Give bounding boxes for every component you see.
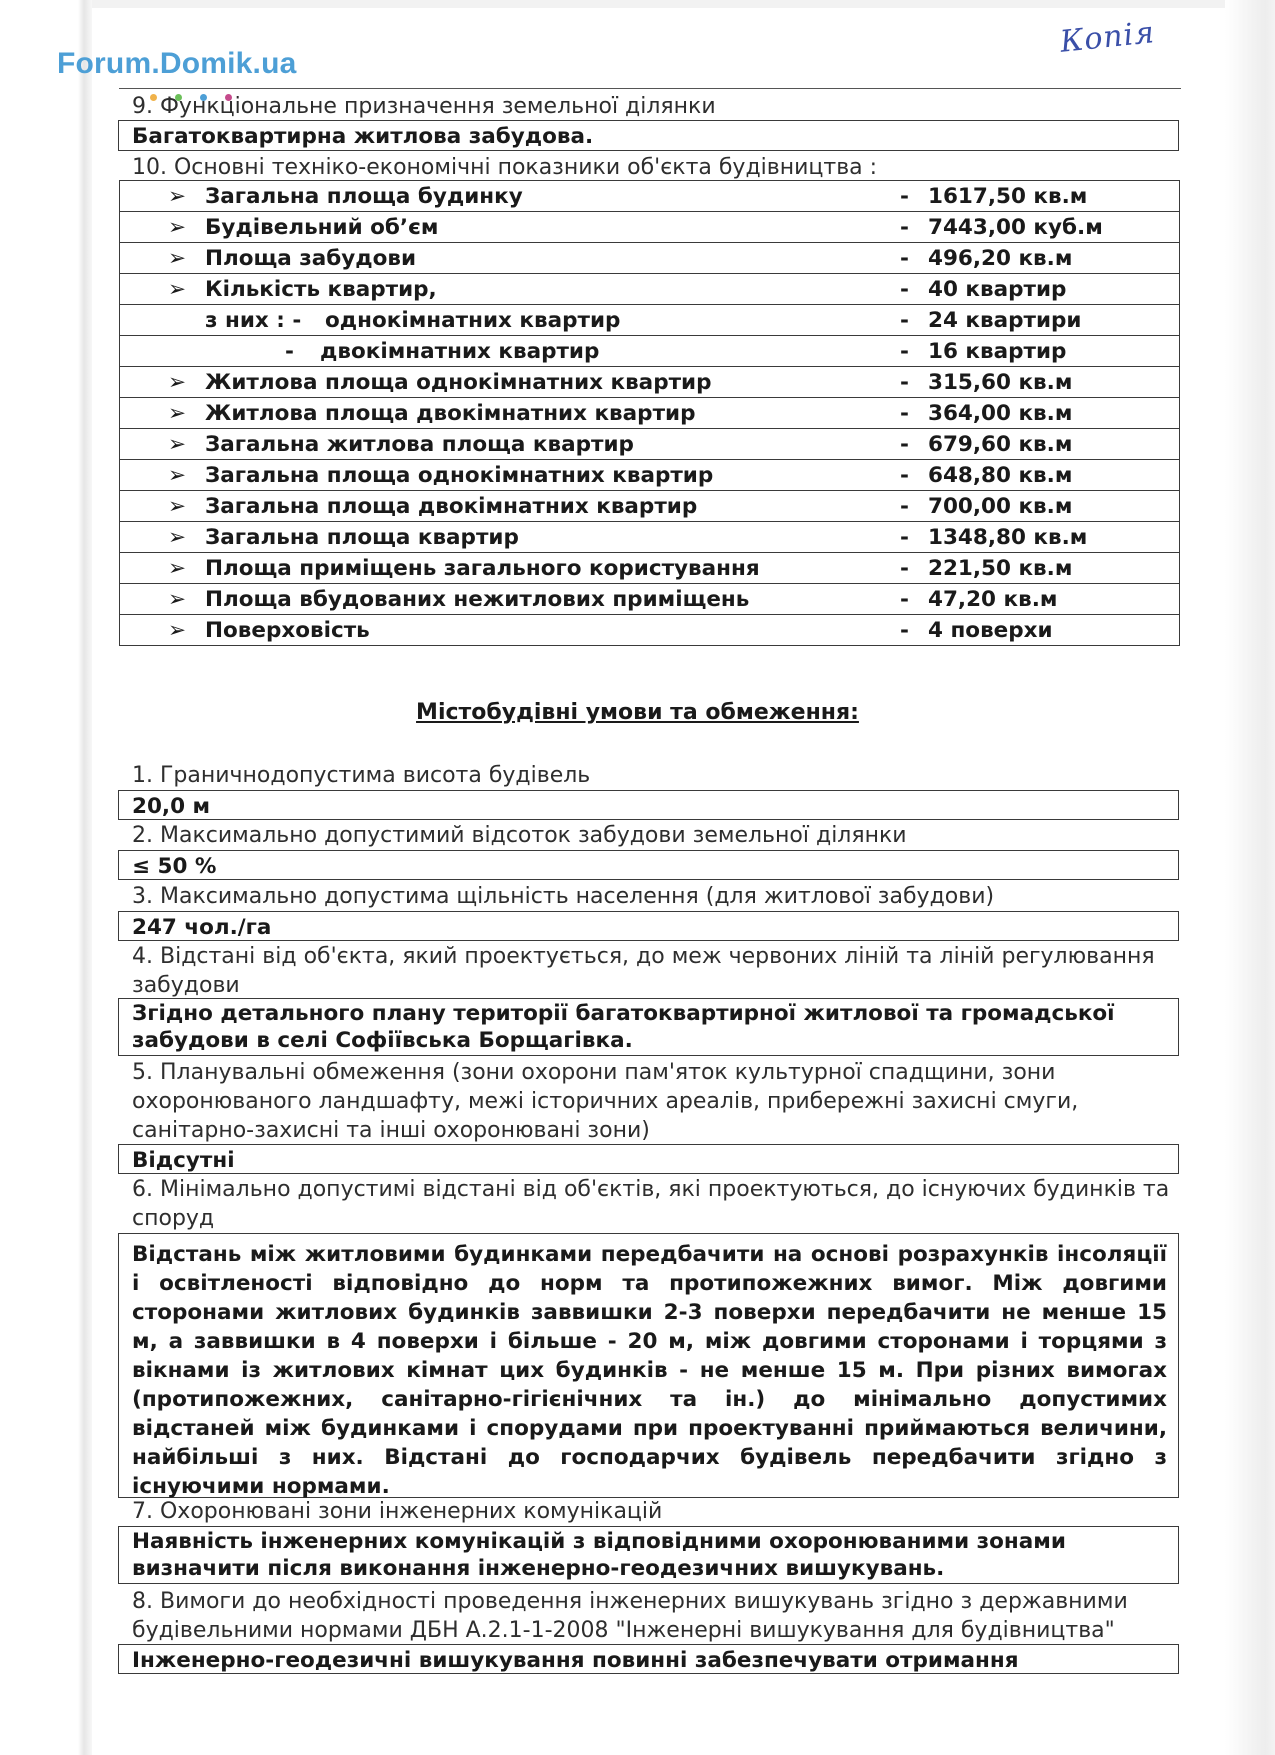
item5-label-line2: охоронюваного ландшафту, межі історичних ареалів, прибережні захисні смуги, — [132, 1089, 1079, 1114]
indicator-dash: - — [900, 184, 909, 209]
indicator-value: 47,20 кв.м — [928, 587, 1058, 612]
item5-value-box — [118, 1144, 1179, 1174]
indicator-name: Загальна площа квартир — [205, 525, 519, 550]
section10-label: 10. Основні техніко-економічні показники об'єкта будівництва : — [132, 155, 878, 180]
indicator-row — [119, 212, 1180, 243]
indicator-name: Загальна житлова площа квартир — [205, 432, 634, 457]
item8-label-line2: будівельними нормами ДБН А.2.1-1-2008 "Інженерні вишукування для будівництва" — [132, 1618, 1115, 1643]
item1-value: 20,0 м — [132, 794, 211, 819]
indicator-dash: - — [900, 401, 909, 426]
indicator-dash: - — [900, 587, 909, 612]
indicator-row — [119, 398, 1180, 429]
indicator-value: 7443,00 куб.м — [928, 215, 1103, 240]
arrow-bullet-icon: ➢ — [168, 401, 187, 426]
item5-label-line3: санітарно-захисні та інші охоронювані зони) — [132, 1118, 650, 1143]
indicator-name: Площа приміщень загального користування — [205, 556, 760, 581]
indicator-name: Житлова площа однокімнатних квартир — [205, 370, 712, 395]
item6-value-box — [118, 1233, 1179, 1498]
item4-value-line2: забудови в селі Софіївська Борщагівка. — [132, 1028, 633, 1053]
indicator-value: 496,20 кв.м — [928, 246, 1073, 271]
indicator-dash: - — [900, 339, 909, 364]
indicator-row — [119, 274, 1180, 305]
item3-value: 247 чол./га — [132, 915, 272, 940]
arrow-bullet-icon: ➢ — [168, 587, 187, 612]
watermark-logo: Forum.Domik.ua — [57, 47, 297, 80]
arrow-bullet-icon: ➢ — [168, 618, 187, 643]
top-rule — [119, 88, 1181, 89]
section9-value-box — [118, 120, 1179, 151]
indicator-value: 648,80 кв.м — [928, 463, 1073, 488]
item4-label-line2: забудови — [132, 973, 240, 998]
arrow-bullet-icon: ➢ — [168, 184, 187, 209]
arrow-bullet-icon: ➢ — [168, 556, 187, 581]
item2-value: ≤ 50 % — [132, 854, 217, 879]
indicator-row — [119, 522, 1180, 553]
indicator-dash: - — [900, 432, 909, 457]
arrow-bullet-icon: ➢ — [168, 494, 187, 519]
item7-value-line2: визначити після виконання інженерно-геодезичних вишукувань. — [132, 1556, 945, 1581]
scan-edge-right — [1225, 0, 1275, 1755]
indicator-name: Кількість квартир, — [205, 277, 437, 302]
item4-label-line1: 4. Відстані від об'єкта, який проектується, до меж червоних ліній та ліній регулювання — [132, 944, 1155, 969]
indicator-name: Загальна площа будинку — [205, 184, 523, 209]
indicator-row — [119, 181, 1180, 212]
indicator-row — [119, 553, 1180, 584]
indicator-dash: - — [900, 277, 909, 302]
indicator-dash: - — [900, 525, 909, 550]
scan-edge-left — [0, 0, 92, 1755]
arrow-bullet-icon: ➢ — [168, 370, 187, 395]
indicator-dash: - — [900, 618, 909, 643]
indicators-table — [119, 180, 1180, 646]
indicator-dash: - — [900, 556, 909, 581]
indicator-dash: - — [900, 370, 909, 395]
copy-stamp: Копія — [1058, 15, 1157, 60]
indicator-row — [119, 460, 1180, 491]
indicator-value: 24 квартири — [928, 308, 1082, 333]
indicator-row — [119, 584, 1180, 615]
item7-value-line1: Наявність інженерних комунікацій з відповідними охоронюваними зонами — [132, 1529, 1066, 1554]
item4-value-line1: Згідно детального плану території багатоквартирної житлової та громадської — [132, 1001, 1115, 1026]
item2-label: 2. Максимально допустимий відсоток забудови земельної ділянки — [132, 823, 907, 848]
indicator-value: 679,60 кв.м — [928, 432, 1073, 457]
item1-value-box — [118, 790, 1179, 820]
indicator-name: Площа вбудованих нежитлових приміщень — [205, 587, 750, 612]
indicator-row — [119, 429, 1180, 460]
item5-value: Відсутні — [132, 1148, 235, 1173]
section9-label: 9. Функціональне призначення земельної ділянки — [132, 94, 716, 119]
item6-label-line2: споруд — [132, 1206, 215, 1231]
indicator-row — [119, 615, 1180, 646]
indicator-value: 4 поверхи — [928, 618, 1053, 643]
indicator-value: 221,50 кв.м — [928, 556, 1073, 581]
indicator-dash: - — [900, 215, 909, 240]
indicator-dash: - — [900, 463, 909, 488]
indicator-name: Поверховість — [205, 618, 370, 643]
indicator-prefix: - — [285, 339, 294, 364]
item1-label: 1. Граничнодопустима висота будівель — [132, 763, 591, 788]
section-heading: Містобудівні умови та обмеження: — [416, 700, 859, 725]
indicator-prefix: з них : - — [205, 308, 302, 333]
item7-label: 7. Охоронювані зони інженерних комунікацій — [132, 1499, 663, 1524]
scan-edge-top — [0, 0, 1275, 8]
indicator-name: Площа забудови — [205, 246, 417, 271]
indicator-name: Житлова площа двокімнатних квартир — [205, 401, 696, 426]
arrow-bullet-icon: ➢ — [168, 246, 187, 271]
indicator-name: двокімнатних квартир — [320, 339, 600, 364]
indicator-subrow — [119, 305, 1180, 336]
arrow-bullet-icon: ➢ — [168, 525, 187, 550]
indicator-value: 1617,50 кв.м — [928, 184, 1088, 209]
item3-value-box — [118, 911, 1179, 941]
indicator-name: Загальна площа однокімнатних квартир — [205, 463, 714, 488]
indicator-row — [119, 491, 1180, 522]
arrow-bullet-icon: ➢ — [168, 277, 187, 302]
indicator-dash: - — [900, 246, 909, 271]
indicator-value: 700,00 кв.м — [928, 494, 1073, 519]
indicator-name: Загальна площа двокімнатних квартир — [205, 494, 698, 519]
indicator-value: 40 квартир — [928, 277, 1067, 302]
indicator-subrow — [119, 336, 1180, 367]
item8-value: Інженерно-геодезичні вишукування повинні забезпечувати отримання — [132, 1648, 1019, 1673]
indicator-value: 16 квартир — [928, 339, 1067, 364]
indicator-dash: - — [900, 308, 909, 333]
item7-value-box — [118, 1526, 1179, 1584]
item5-label-line1: 5. Планувальні обмеження (зони охорони пам'яток культурної спадщини, зони — [132, 1060, 1056, 1085]
indicator-value: 315,60 кв.м — [928, 370, 1073, 395]
item2-value-box — [118, 850, 1179, 880]
item8-value-box — [118, 1644, 1179, 1674]
item6-label-line1: 6. Мінімально допустимі відстані від об'єктів, які проектуються, до існуючих будинків та — [132, 1177, 1170, 1202]
item4-value-box — [118, 998, 1179, 1056]
item8-label-line1: 8. Вимоги до необхідності проведення інженерних вишукувань згідно з державними — [132, 1589, 1128, 1614]
indicator-value: 1348,80 кв.м — [928, 525, 1088, 550]
arrow-bullet-icon: ➢ — [168, 463, 187, 488]
item3-label: 3. Максимально допустима щільність населення (для житлової забудови) — [132, 884, 995, 909]
arrow-bullet-icon: ➢ — [168, 432, 187, 457]
indicator-name: однокімнатних квартир — [325, 308, 621, 333]
indicator-dash: - — [900, 494, 909, 519]
indicator-name: Будівельний об’єм — [205, 215, 439, 240]
indicator-row — [119, 367, 1180, 398]
item6-value: Відстань між житловими будинками передбачити на основі розрахунків інсоляції і освітленості відповідно до норм та протипожежних вимог. Між довгими сторонами житлових будинків заввишки 2-3 поверхи передбачити не менше 15 м, а заввишки в 4 поверхи і більше - 20 м, між довгими сторонами і торцями з вікнами із житлових кімнат цих будинків - не менше 15 м. При різних вимогах (протипожежних, санітарно-гігієнічних та ін.) до мінімально допустимих відстаней між будинками і спорудами при проектуванні приймаються величини, найбільші з них. Відстані до господарчих будівель передбачити згідно з існуючими нормами. — [132, 1242, 1167, 1499]
arrow-bullet-icon: ➢ — [168, 215, 187, 240]
indicator-row — [119, 243, 1180, 274]
indicator-value: 364,00 кв.м — [928, 401, 1073, 426]
section9-value: Багатоквартирна житлова забудова. — [132, 124, 594, 149]
